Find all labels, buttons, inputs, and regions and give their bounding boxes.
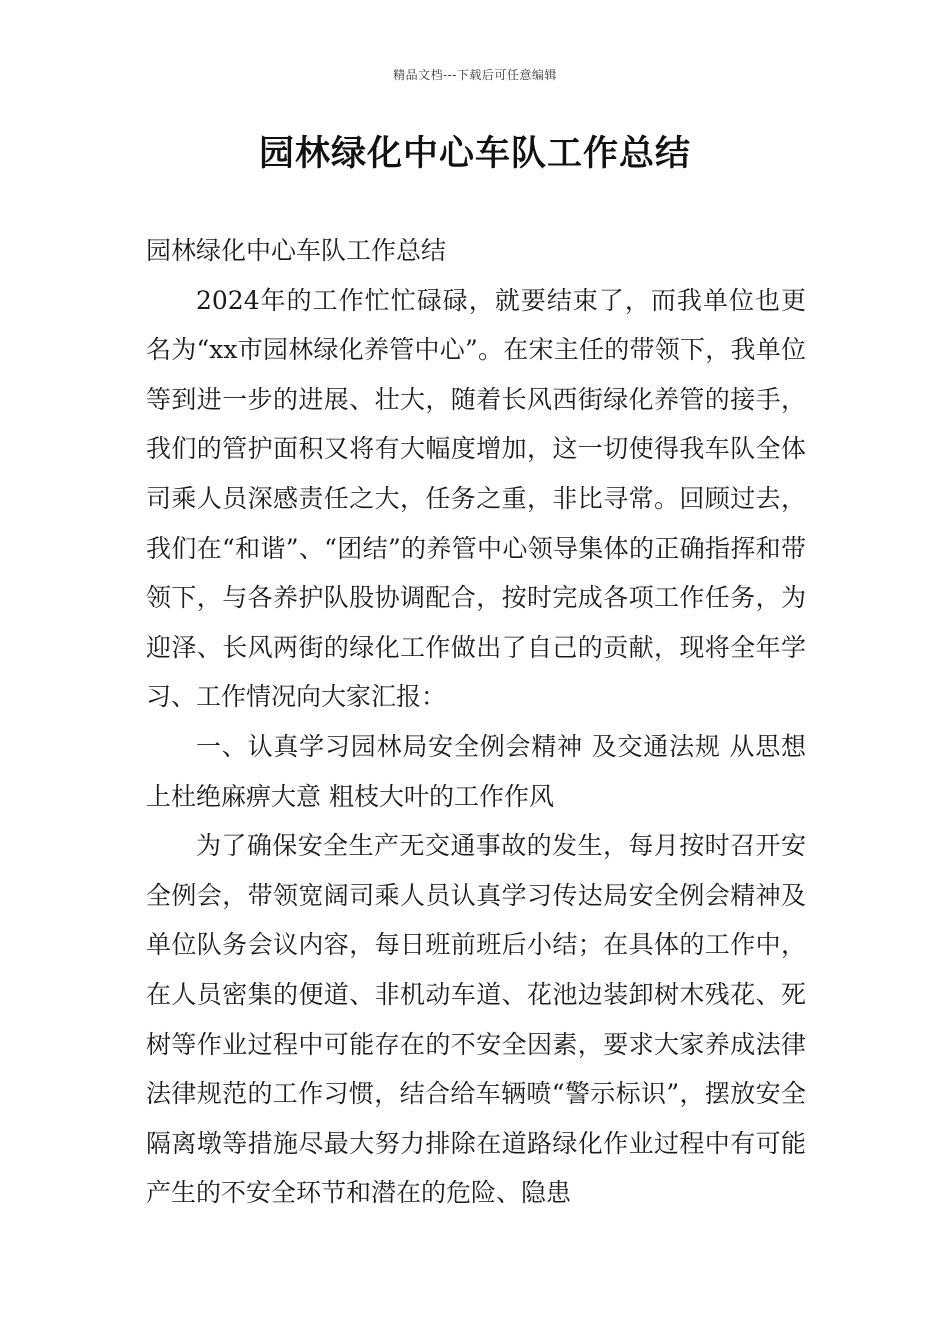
body-paragraph-intro: 2024年的工作忙忙碌碌，就要结束了，而我单位也更名为“xx市园林绿化养管中心”。在宋主任的带领下，我单位等到进一步的进展、壮大，随着长风西街绿化养管的接手，我们的管护面积又将有大幅度增加，这一切使得我车队全体司乘人员深感责任之大，任务之重，非比寻常。回顾过去，我们在“和谐”、“团结”的养管中心领导集体的正确指挥和带领下，与各养护队股协调配合，按时完成各项工作任务，为迎泽、长风两街的绿化工作做出了自己的贡献，现将全年学习、工作情况向大家汇报： [146,285,806,712]
document-title: 园林绿化中心车队工作总结 [258,134,691,174]
body-section-heading: 一、认真学习园林局安全例会精神 及交通法规 从思想上杜绝麻痹大意 粗枝大叶的工作作风 [146,731,806,811]
header-note: 精品文档---下载后可任意编辑 [393,68,557,82]
body-paragraph-safety: 为了确保安全生产无交通事故的发生，每月按时召开安全例会，带领宽阔司乘人员认真学习传达局安全例会精神及单位队务会议内容，每日班前班后小结；在具体的工作中，在人员密集的便道、非机动车道、花池边装卸树木残花、死树等作业过程中可能存在的不安全因素，要求大家养成法律法律规范的工作习惯，结合给车辆喷“警示标识”，摆放安全隔离墩等措施尽最大努力排除在道路绿化作业过程中有可能产生的不安全环节和潜在的危险、隐患 [146,831,806,1208]
body-subtitle: 园林绿化中心车队工作总结 [146,236,447,265]
document-body [146,226,806,1218]
